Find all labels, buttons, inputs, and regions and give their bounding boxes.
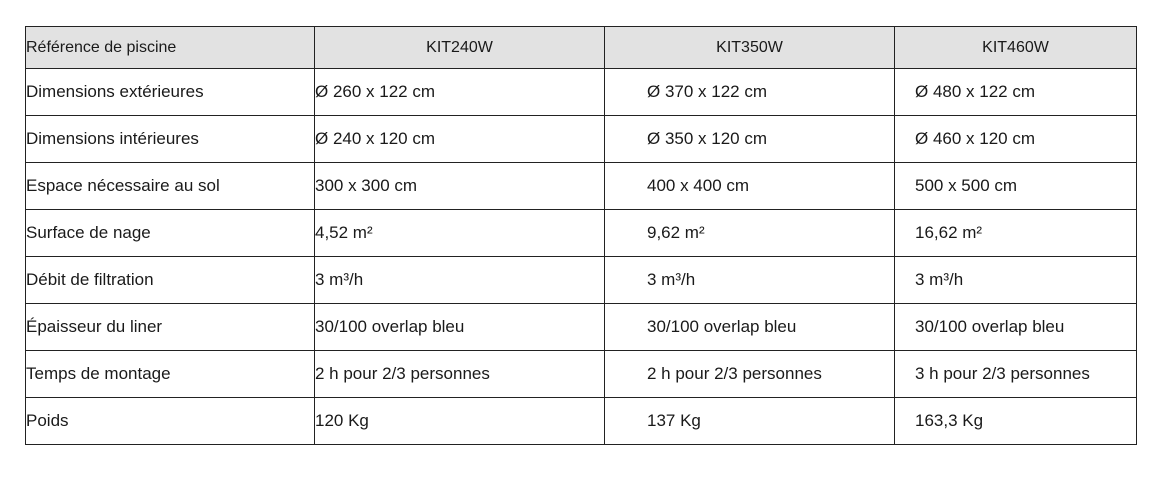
- cell-value: Ø 260 x 122 cm: [315, 69, 605, 116]
- cell-value: 30/100 overlap bleu: [895, 304, 1137, 351]
- table-header: [26, 27, 1137, 69]
- cell-value: 3 m³/h: [315, 257, 605, 304]
- cell-value: Ø 480 x 122 cm: [895, 69, 1137, 116]
- cell-value: 16,62 m²: [895, 210, 1137, 257]
- cell-value: 3 h pour 2/3 personnes: [895, 351, 1137, 398]
- cell-value: Ø 460 x 120 cm: [895, 116, 1137, 163]
- row-label: Dimensions intérieures: [26, 116, 315, 163]
- cell-value: 400 x 400 cm: [605, 163, 895, 210]
- table-row: [26, 257, 1137, 304]
- row-label: Surface de nage: [26, 210, 315, 257]
- cell-value: 300 x 300 cm: [315, 163, 605, 210]
- table-row: [26, 398, 1137, 445]
- header-model-kit240w: KIT240W: [315, 27, 605, 69]
- row-label: Poids: [26, 398, 315, 445]
- cell-value: 3 m³/h: [895, 257, 1137, 304]
- cell-value: 9,62 m²: [605, 210, 895, 257]
- table-row: [26, 116, 1137, 163]
- cell-value: 30/100 overlap bleu: [315, 304, 605, 351]
- cell-value: Ø 350 x 120 cm: [605, 116, 895, 163]
- header-model-kit460w: KIT460W: [895, 27, 1137, 69]
- header-label: Référence de piscine: [26, 27, 315, 69]
- cell-value: Ø 240 x 120 cm: [315, 116, 605, 163]
- row-label: Espace nécessaire au sol: [26, 163, 315, 210]
- cell-value: 2 h pour 2/3 personnes: [605, 351, 895, 398]
- cell-value: 500 x 500 cm: [895, 163, 1137, 210]
- table-body: [26, 69, 1137, 445]
- cell-value: 2 h pour 2/3 personnes: [315, 351, 605, 398]
- table-row: [26, 210, 1137, 257]
- table-row: [26, 69, 1137, 116]
- header-row: [26, 27, 1137, 69]
- cell-value: 30/100 overlap bleu: [605, 304, 895, 351]
- row-label: Épaisseur du liner: [26, 304, 315, 351]
- cell-value: 163,3 Kg: [895, 398, 1137, 445]
- table-row: [26, 304, 1137, 351]
- cell-value: Ø 370 x 122 cm: [605, 69, 895, 116]
- cell-value: 137 Kg: [605, 398, 895, 445]
- row-label: Dimensions extérieures: [26, 69, 315, 116]
- header-model-kit350w: KIT350W: [605, 27, 895, 69]
- cell-value: 3 m³/h: [605, 257, 895, 304]
- pool-spec-table: [25, 26, 1137, 445]
- row-label: Temps de montage: [26, 351, 315, 398]
- cell-value: 4,52 m²: [315, 210, 605, 257]
- cell-value: 120 Kg: [315, 398, 605, 445]
- row-label: Débit de filtration: [26, 257, 315, 304]
- table-row: [26, 163, 1137, 210]
- table-row: [26, 351, 1137, 398]
